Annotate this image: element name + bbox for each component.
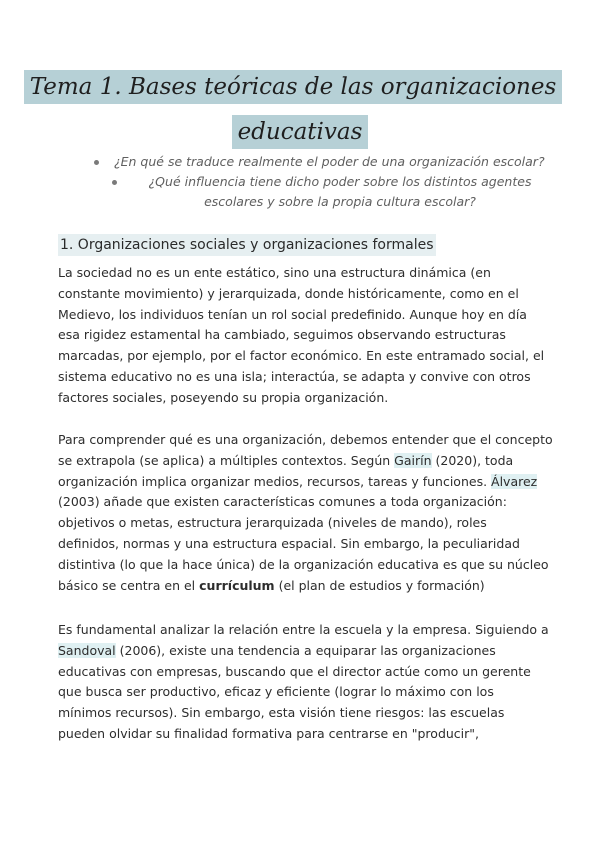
keyword-curriculum: currículum [199, 577, 275, 593]
question-text: ¿En qué se traduce realmente el poder de una organización escolar? [114, 154, 545, 169]
text-line: La sociedad no es un ente estático, sino una estructura dinámica (en [58, 265, 491, 280]
text-line: sistema educativo no es una isla; interactúa, se adapta y convive con otros [58, 368, 531, 384]
text-line: objetivos o metas, estructura jerarquizada (niveles de mando), roles [58, 515, 487, 531]
text-segment: se extrapola (se aplica) a múltiples contextos. Según [58, 452, 395, 468]
text-line: (2003) añade que existen características comunes a toda organización: [58, 494, 507, 510]
text-segment: básico se centra en el [58, 577, 200, 593]
title-line-2: educativas [232, 115, 369, 149]
text-line: Es fundamental analizar la relación entre la escuela y la empresa. Siguiendo a [58, 622, 549, 637]
bullet-icon [112, 180, 117, 185]
text-line: pueden olvidar su finalidad formativa para centrarse en "producir", [58, 725, 480, 741]
citation-alvarez: Álvarez [491, 473, 538, 489]
text-line: mínimos recursos). Sin embargo, esta visión tiene riesgos: las escuelas [58, 705, 505, 721]
citation-gairin: Gairín [394, 452, 432, 468]
text-line: esa rigidez estamental ha cambiado, seguimos observando estructuras [58, 327, 506, 343]
section-heading: 1. Organizaciones sociales y organizaciones formales [58, 234, 436, 256]
citation-sandoval: Sandoval [58, 642, 116, 658]
title-line-1: Tema 1. Bases teóricas de las organizaciones [24, 70, 563, 104]
question-item [90, 152, 550, 172]
text-line: factores sociales, poseyendo su propia organización. [58, 389, 389, 405]
text-line: distintiva (lo que la hace única) de la organización educativa es que su núcleo [58, 556, 549, 572]
document-title [0, 70, 600, 149]
question-item [90, 172, 550, 212]
question-text: ¿Qué influencia tiene dicho poder sobre los distintos agentes escolares y sobre la propia cultura escolar? [148, 174, 532, 209]
paragraph-3 [58, 620, 549, 745]
text-line: educativas con empresas, buscando que el director actúe como un gerente [58, 663, 531, 679]
text-line: constante movimiento) y jerarquizada, donde históricamente, como en el [58, 285, 519, 301]
paragraph-2 [58, 430, 553, 596]
text-segment: (2020), toda [431, 452, 514, 468]
text-segment: (el plan de estudios y formación) [274, 577, 485, 593]
text-segment: organización implica organizar medios, recursos, tareas y funciones. [58, 473, 492, 489]
text-line: que busca ser productivo, eficaz y eficiente (lograr lo máximo con los [58, 684, 494, 700]
text-line: Medievo, los individuos tenían un rol social predefinido. Aunque hoy en día [58, 306, 527, 322]
question-list [90, 152, 550, 212]
text-line: marcadas, por ejemplo, por el factor económico. En este entramado social, el [58, 348, 545, 364]
text-line [58, 641, 542, 662]
text-line: definidos, normas y una estructura espacial. Sin embargo, la peculiaridad [58, 535, 520, 551]
paragraph-1 [58, 263, 545, 409]
text-line [58, 472, 542, 493]
text-line [58, 451, 542, 472]
text-segment: (2006), existe una tendencia a equiparar las organizaciones [115, 642, 496, 658]
text-line: Para comprender qué es una organización, debemos entender que el concepto [58, 432, 553, 447]
bullet-icon [94, 160, 99, 165]
text-line [58, 576, 542, 597]
